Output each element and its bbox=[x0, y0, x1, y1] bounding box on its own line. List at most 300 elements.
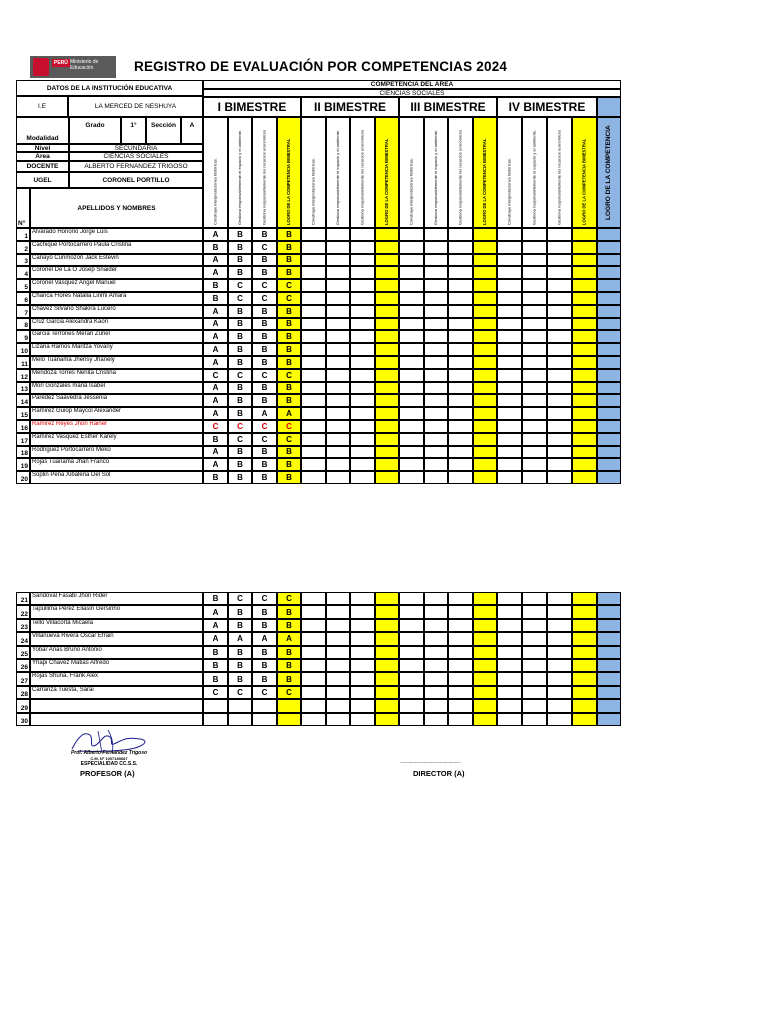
p2-final-cell bbox=[597, 619, 621, 632]
empty-grade-cell bbox=[547, 254, 572, 267]
empty-grade-cell bbox=[448, 228, 473, 241]
grade-cell: B bbox=[277, 446, 301, 459]
grade-cell: B bbox=[203, 433, 228, 446]
empty-grade-cell bbox=[547, 369, 572, 382]
p2-empty-cell bbox=[326, 605, 350, 618]
seccion-label: Sección bbox=[146, 117, 181, 144]
empty-grade-cell bbox=[522, 433, 547, 446]
empty-grade-cell bbox=[375, 279, 399, 292]
empty-grade-cell bbox=[399, 266, 424, 279]
p2-grade: B bbox=[277, 646, 301, 659]
p2-row-number: 25 bbox=[16, 646, 30, 659]
p2-empty-cell bbox=[424, 699, 448, 712]
empty-grade-cell bbox=[326, 446, 350, 459]
grade-cell: C bbox=[252, 420, 277, 433]
p2-empty-cell bbox=[572, 672, 597, 685]
empty-grade-cell bbox=[547, 382, 572, 395]
profesor-label: PROFESOR (A) bbox=[80, 769, 135, 778]
p2-empty-cell bbox=[399, 605, 424, 618]
empty-grade-cell bbox=[448, 279, 473, 292]
p2-row-number: 26 bbox=[16, 659, 30, 672]
modalidad-label: Modalidad bbox=[16, 117, 69, 144]
empty-grade-cell bbox=[547, 318, 572, 331]
empty-grade-cell bbox=[522, 369, 547, 382]
empty-grade-cell bbox=[497, 292, 522, 305]
empty-grade-cell bbox=[399, 241, 424, 254]
grade-cell: A bbox=[203, 266, 228, 279]
p2-empty-cell bbox=[547, 592, 572, 605]
empty-grade-cell bbox=[301, 318, 326, 331]
p2-empty-cell bbox=[350, 659, 375, 672]
grade-cell: A bbox=[203, 254, 228, 267]
p2-empty-cell bbox=[448, 672, 473, 685]
student-name: Paredez Saavedra Jessenia bbox=[30, 394, 203, 407]
empty-grade-cell bbox=[350, 458, 375, 471]
empty-grade-cell bbox=[473, 241, 497, 254]
grade-cell: B bbox=[228, 382, 252, 395]
empty-grade-cell bbox=[497, 394, 522, 407]
p2-empty-cell bbox=[301, 646, 326, 659]
p2-empty-cell bbox=[399, 619, 424, 632]
empty-grade-cell bbox=[547, 279, 572, 292]
student-name: Cruz Garcia Alexandra Kaori bbox=[30, 318, 203, 331]
logro-competencia-header: LOGRO DE LA COMPETENCIA bbox=[597, 117, 621, 228]
empty-grade-cell bbox=[522, 394, 547, 407]
empty-grade-cell bbox=[473, 446, 497, 459]
empty-grade-cell bbox=[497, 279, 522, 292]
empty-grade-cell bbox=[572, 241, 597, 254]
empty-grade-cell bbox=[326, 458, 350, 471]
empty-grade-cell bbox=[424, 330, 448, 343]
empty-grade-cell bbox=[375, 458, 399, 471]
empty-grade-cell bbox=[448, 356, 473, 369]
p2-empty-cell bbox=[522, 646, 547, 659]
row-number: 11 bbox=[16, 356, 30, 369]
p2-row-number: 27 bbox=[16, 672, 30, 685]
p2-empty-cell bbox=[350, 713, 375, 726]
p2-empty-cell bbox=[473, 686, 497, 699]
p2-empty-cell bbox=[424, 619, 448, 632]
p2-empty-cell bbox=[375, 686, 399, 699]
grade-cell: B bbox=[252, 318, 277, 331]
grade-cell: B bbox=[277, 458, 301, 471]
empty-grade-cell bbox=[473, 343, 497, 356]
empty-grade-cell bbox=[375, 228, 399, 241]
empty-grade-cell bbox=[572, 458, 597, 471]
empty-grade-cell bbox=[522, 471, 547, 484]
p2-empty-cell bbox=[522, 592, 547, 605]
p2-empty-cell bbox=[301, 632, 326, 645]
row-number: 10 bbox=[16, 343, 30, 356]
p2-grade: B bbox=[203, 659, 228, 672]
empty-grade-cell bbox=[301, 279, 326, 292]
p2-grade: A bbox=[203, 619, 228, 632]
p2-empty-cell bbox=[572, 713, 597, 726]
student-name: Melo Tuanama Jhensy Jhanely bbox=[30, 356, 203, 369]
logo-ministry-text: Ministerio de Educación bbox=[70, 59, 99, 71]
grade-cell: C bbox=[252, 292, 277, 305]
competencia-subheader: Construye interpretaciones históricas. bbox=[497, 117, 522, 228]
p2-empty-cell bbox=[375, 632, 399, 645]
empty-grade-cell bbox=[399, 318, 424, 331]
p2-empty-cell bbox=[375, 713, 399, 726]
p2-student-name bbox=[30, 713, 203, 726]
empty-grade-cell bbox=[350, 318, 375, 331]
logro-bimestral-header: LOGRO DE LA COMPETENCIA BIMESTRAL bbox=[572, 117, 597, 228]
grade-cell: B bbox=[277, 356, 301, 369]
empty-grade-cell bbox=[448, 471, 473, 484]
p2-grade: C bbox=[277, 592, 301, 605]
p2-grade bbox=[277, 699, 301, 712]
empty-grade-cell bbox=[572, 305, 597, 318]
p2-empty-cell bbox=[424, 605, 448, 618]
grade-cell: B bbox=[252, 305, 277, 318]
p2-grade: C bbox=[228, 686, 252, 699]
competencia-subheader: Gestiona responsablemente los recursos económicos bbox=[252, 117, 277, 228]
empty-grade-cell bbox=[375, 318, 399, 331]
empty-grade-cell bbox=[301, 356, 326, 369]
empty-grade-cell bbox=[473, 369, 497, 382]
nivel-value: SECUNDARIA bbox=[69, 144, 203, 152]
row-number: 5 bbox=[16, 279, 30, 292]
p2-empty-cell bbox=[448, 686, 473, 699]
p2-empty-cell bbox=[424, 659, 448, 672]
empty-grade-cell bbox=[522, 407, 547, 420]
empty-grade-cell bbox=[301, 305, 326, 318]
empty-grade-cell bbox=[326, 318, 350, 331]
p2-student-name bbox=[30, 699, 203, 712]
grade-cell: B bbox=[228, 471, 252, 484]
competencia-subheader: Gestiona responsablemente los recursos económicos bbox=[350, 117, 375, 228]
p2-grade: B bbox=[203, 672, 228, 685]
empty-grade-cell bbox=[448, 330, 473, 343]
empty-grade-cell bbox=[301, 330, 326, 343]
empty-grade-cell bbox=[375, 266, 399, 279]
p2-student-name: Sandoval Fasabi Jhon Rider bbox=[30, 592, 203, 605]
empty-grade-cell bbox=[448, 407, 473, 420]
grade-cell: C bbox=[252, 369, 277, 382]
p2-empty-cell bbox=[572, 659, 597, 672]
empty-grade-cell bbox=[399, 471, 424, 484]
grade-cell: B bbox=[203, 241, 228, 254]
p2-empty-cell bbox=[375, 646, 399, 659]
grade-cell: C bbox=[203, 369, 228, 382]
empty-grade-cell bbox=[350, 343, 375, 356]
empty-grade-cell bbox=[522, 356, 547, 369]
p2-empty-cell bbox=[326, 713, 350, 726]
p2-empty-cell bbox=[547, 646, 572, 659]
p2-empty-cell bbox=[301, 619, 326, 632]
competencia-subheader: Gestiona responsablemente el espacio y el ambiente. bbox=[522, 117, 547, 228]
grade-cell: C bbox=[277, 369, 301, 382]
empty-grade-cell bbox=[399, 343, 424, 356]
empty-grade-cell bbox=[497, 266, 522, 279]
grade-cell: A bbox=[203, 407, 228, 420]
p2-empty-cell bbox=[497, 699, 522, 712]
p2-grade: C bbox=[252, 686, 277, 699]
p2-empty-cell bbox=[522, 672, 547, 685]
empty-grade-cell bbox=[448, 292, 473, 305]
empty-grade-cell bbox=[448, 266, 473, 279]
empty-grade-cell bbox=[547, 330, 572, 343]
signature-name: Prof. Alberto Fernández Trigoso bbox=[70, 750, 148, 756]
empty-grade-cell bbox=[547, 458, 572, 471]
empty-grade-cell bbox=[448, 433, 473, 446]
grade-cell: A bbox=[277, 407, 301, 420]
p2-empty-cell bbox=[326, 592, 350, 605]
grade-cell: A bbox=[203, 394, 228, 407]
grade-cell: B bbox=[228, 394, 252, 407]
p2-empty-cell bbox=[497, 592, 522, 605]
grade-cell: C bbox=[228, 433, 252, 446]
empty-grade-cell bbox=[375, 382, 399, 395]
p2-final-cell bbox=[597, 646, 621, 659]
p2-grade: B bbox=[252, 605, 277, 618]
grade-cell: C bbox=[252, 241, 277, 254]
final-competencia-cell bbox=[597, 407, 621, 420]
competencia-subheader: Gestiona responsablemente los recursos económicos bbox=[448, 117, 473, 228]
p2-empty-cell bbox=[375, 672, 399, 685]
grade-cell: A bbox=[203, 305, 228, 318]
p2-empty-cell bbox=[547, 605, 572, 618]
row-number: 19 bbox=[16, 458, 30, 471]
p2-grade bbox=[228, 699, 252, 712]
bimestre-header: III BIMESTRE bbox=[399, 97, 497, 117]
ie-value: LA MERCED DE NESHUYA bbox=[68, 96, 203, 117]
final-competencia-cell bbox=[597, 318, 621, 331]
empty-grade-cell bbox=[350, 446, 375, 459]
empty-grade-cell bbox=[473, 433, 497, 446]
empty-grade-cell bbox=[473, 318, 497, 331]
empty-grade-cell bbox=[522, 446, 547, 459]
empty-grade-cell bbox=[375, 446, 399, 459]
empty-grade-cell bbox=[350, 420, 375, 433]
p2-grade: B bbox=[252, 646, 277, 659]
empty-grade-cell bbox=[522, 330, 547, 343]
p2-empty-cell bbox=[448, 592, 473, 605]
grade-cell: B bbox=[228, 228, 252, 241]
empty-grade-cell bbox=[572, 433, 597, 446]
final-competencia-cell bbox=[597, 356, 621, 369]
empty-grade-cell bbox=[375, 254, 399, 267]
p2-grade bbox=[203, 713, 228, 726]
empty-grade-cell bbox=[399, 382, 424, 395]
p2-empty-cell bbox=[473, 699, 497, 712]
empty-grade-cell bbox=[399, 420, 424, 433]
p2-grade: A bbox=[203, 605, 228, 618]
row-number: 14 bbox=[16, 394, 30, 407]
empty-grade-cell bbox=[399, 330, 424, 343]
empty-grade-cell bbox=[547, 343, 572, 356]
p2-empty-cell bbox=[350, 686, 375, 699]
p2-empty-cell bbox=[473, 713, 497, 726]
empty-grade-cell bbox=[572, 356, 597, 369]
empty-grade-cell bbox=[301, 433, 326, 446]
competencia-subheader: Gestiona responsablemente los recursos económicos bbox=[547, 117, 572, 228]
empty-grade-cell bbox=[497, 254, 522, 267]
empty-grade-cell bbox=[547, 471, 572, 484]
p2-empty-cell bbox=[522, 713, 547, 726]
p2-empty-cell bbox=[350, 632, 375, 645]
p2-row-number: 22 bbox=[16, 605, 30, 618]
row-number: 3 bbox=[16, 254, 30, 267]
grade-cell: B bbox=[252, 394, 277, 407]
empty-grade-cell bbox=[424, 266, 448, 279]
p2-empty-cell bbox=[473, 672, 497, 685]
empty-grade-cell bbox=[301, 369, 326, 382]
empty-grade-cell bbox=[473, 394, 497, 407]
empty-grade-cell bbox=[473, 458, 497, 471]
p2-empty-cell bbox=[424, 686, 448, 699]
empty-grade-cell bbox=[522, 241, 547, 254]
grade-cell: A bbox=[203, 458, 228, 471]
empty-grade-cell bbox=[326, 356, 350, 369]
p2-grade: B bbox=[228, 605, 252, 618]
empty-grade-cell bbox=[522, 254, 547, 267]
grade-cell: A bbox=[203, 382, 228, 395]
empty-grade-cell bbox=[448, 318, 473, 331]
empty-grade-cell bbox=[424, 407, 448, 420]
empty-grade-cell bbox=[301, 471, 326, 484]
empty-grade-cell bbox=[424, 433, 448, 446]
p2-empty-cell bbox=[572, 605, 597, 618]
p2-grade: B bbox=[228, 619, 252, 632]
p2-empty-cell bbox=[350, 619, 375, 632]
competencia-area-title: COMPETENCIA DEL AREA bbox=[203, 80, 621, 89]
grade-cell: B bbox=[277, 471, 301, 484]
student-name: Ramirez Vasquez Esther Karely bbox=[30, 433, 203, 446]
p2-empty-cell bbox=[301, 699, 326, 712]
empty-grade-cell bbox=[448, 241, 473, 254]
num-label: N° bbox=[16, 188, 30, 228]
p2-grade: B bbox=[277, 672, 301, 685]
grade-cell: B bbox=[252, 446, 277, 459]
p2-empty-cell bbox=[448, 646, 473, 659]
empty-grade-cell bbox=[350, 292, 375, 305]
empty-grade-cell bbox=[326, 254, 350, 267]
area-value: CIENCIAS SOCIALES bbox=[69, 152, 203, 161]
grade-cell: B bbox=[252, 458, 277, 471]
empty-grade-cell bbox=[424, 292, 448, 305]
student-name: Garcia Terrones Merari Zuriel bbox=[30, 330, 203, 343]
empty-grade-cell bbox=[301, 228, 326, 241]
student-name: Soplin Peña Xibalena Del Sol bbox=[30, 471, 203, 484]
empty-grade-cell bbox=[375, 433, 399, 446]
final-competencia-cell bbox=[597, 343, 621, 356]
empty-grade-cell bbox=[350, 305, 375, 318]
empty-grade-cell bbox=[497, 433, 522, 446]
final-competencia-cell bbox=[597, 305, 621, 318]
p2-grade: B bbox=[277, 619, 301, 632]
empty-grade-cell bbox=[326, 266, 350, 279]
logo-peru-text: PERÚ bbox=[54, 60, 68, 66]
row-number: 4 bbox=[16, 266, 30, 279]
p2-empty-cell bbox=[326, 659, 350, 672]
p2-grade: C bbox=[277, 686, 301, 699]
row-number: 17 bbox=[16, 433, 30, 446]
p2-empty-cell bbox=[399, 646, 424, 659]
grade-cell: B bbox=[277, 343, 301, 356]
p2-empty-cell bbox=[448, 619, 473, 632]
grade-cell: B bbox=[277, 305, 301, 318]
row-number: 1 bbox=[16, 228, 30, 241]
empty-grade-cell bbox=[522, 228, 547, 241]
bimestre-header: I BIMESTRE bbox=[203, 97, 301, 117]
empty-grade-cell bbox=[424, 471, 448, 484]
p2-grade: A bbox=[252, 632, 277, 645]
empty-grade-cell bbox=[448, 446, 473, 459]
p2-empty-cell bbox=[572, 646, 597, 659]
p2-empty-cell bbox=[399, 672, 424, 685]
empty-grade-cell bbox=[497, 228, 522, 241]
p2-empty-cell bbox=[375, 619, 399, 632]
empty-grade-cell bbox=[473, 228, 497, 241]
final-competencia-cell bbox=[597, 446, 621, 459]
p2-grade: C bbox=[203, 686, 228, 699]
p2-empty-cell bbox=[301, 686, 326, 699]
grade-cell: B bbox=[228, 305, 252, 318]
student-name: Rodriguez Portocarrero Meko bbox=[30, 446, 203, 459]
empty-grade-cell bbox=[572, 369, 597, 382]
p2-student-name: Tapullima Pérez Eliasin Gersiñho bbox=[30, 605, 203, 618]
p2-final-cell bbox=[597, 686, 621, 699]
minedu-logo bbox=[30, 56, 116, 78]
student-name: Lizana Ramos Maritza Yovany bbox=[30, 343, 203, 356]
grado-label: Grado bbox=[69, 117, 121, 144]
p2-final-cell bbox=[597, 592, 621, 605]
empty-grade-cell bbox=[424, 254, 448, 267]
grade-cell: C bbox=[277, 292, 301, 305]
grade-cell: A bbox=[203, 318, 228, 331]
empty-grade-cell bbox=[424, 446, 448, 459]
grade-cell: A bbox=[203, 228, 228, 241]
empty-grade-cell bbox=[497, 241, 522, 254]
p2-empty-cell bbox=[375, 592, 399, 605]
p2-grade bbox=[252, 699, 277, 712]
empty-grade-cell bbox=[350, 407, 375, 420]
grade-cell: A bbox=[203, 330, 228, 343]
p2-empty-cell bbox=[326, 619, 350, 632]
empty-grade-cell bbox=[399, 407, 424, 420]
final-competencia-cell bbox=[597, 330, 621, 343]
empty-grade-cell bbox=[424, 356, 448, 369]
grade-cell: B bbox=[228, 407, 252, 420]
signature-specialty: ESPECIALIDAD CC.S.S. bbox=[80, 761, 138, 767]
empty-grade-cell bbox=[522, 266, 547, 279]
p2-grade bbox=[277, 713, 301, 726]
p2-empty-cell bbox=[326, 646, 350, 659]
student-name: Chavez Silvano Shakira Lucero bbox=[30, 305, 203, 318]
student-name: Chanca Flores Natalia Linmi Amara bbox=[30, 292, 203, 305]
empty-grade-cell bbox=[522, 382, 547, 395]
page-title: REGISTRO DE EVALUACIÓN POR COMPETENCIAS 2024 bbox=[134, 59, 508, 74]
p2-empty-cell bbox=[497, 646, 522, 659]
ugel-label: UGEL bbox=[16, 172, 69, 188]
p2-grade: B bbox=[228, 646, 252, 659]
grade-cell: A bbox=[252, 407, 277, 420]
empty-grade-cell bbox=[547, 228, 572, 241]
empty-grade-cell bbox=[424, 369, 448, 382]
empty-grade-cell bbox=[375, 407, 399, 420]
p2-empty-cell bbox=[424, 672, 448, 685]
grade-cell: B bbox=[228, 318, 252, 331]
p2-grade: B bbox=[228, 672, 252, 685]
empty-grade-cell bbox=[375, 356, 399, 369]
empty-grade-cell bbox=[522, 292, 547, 305]
grade-cell: B bbox=[252, 228, 277, 241]
empty-grade-cell bbox=[399, 394, 424, 407]
empty-grade-cell bbox=[424, 420, 448, 433]
